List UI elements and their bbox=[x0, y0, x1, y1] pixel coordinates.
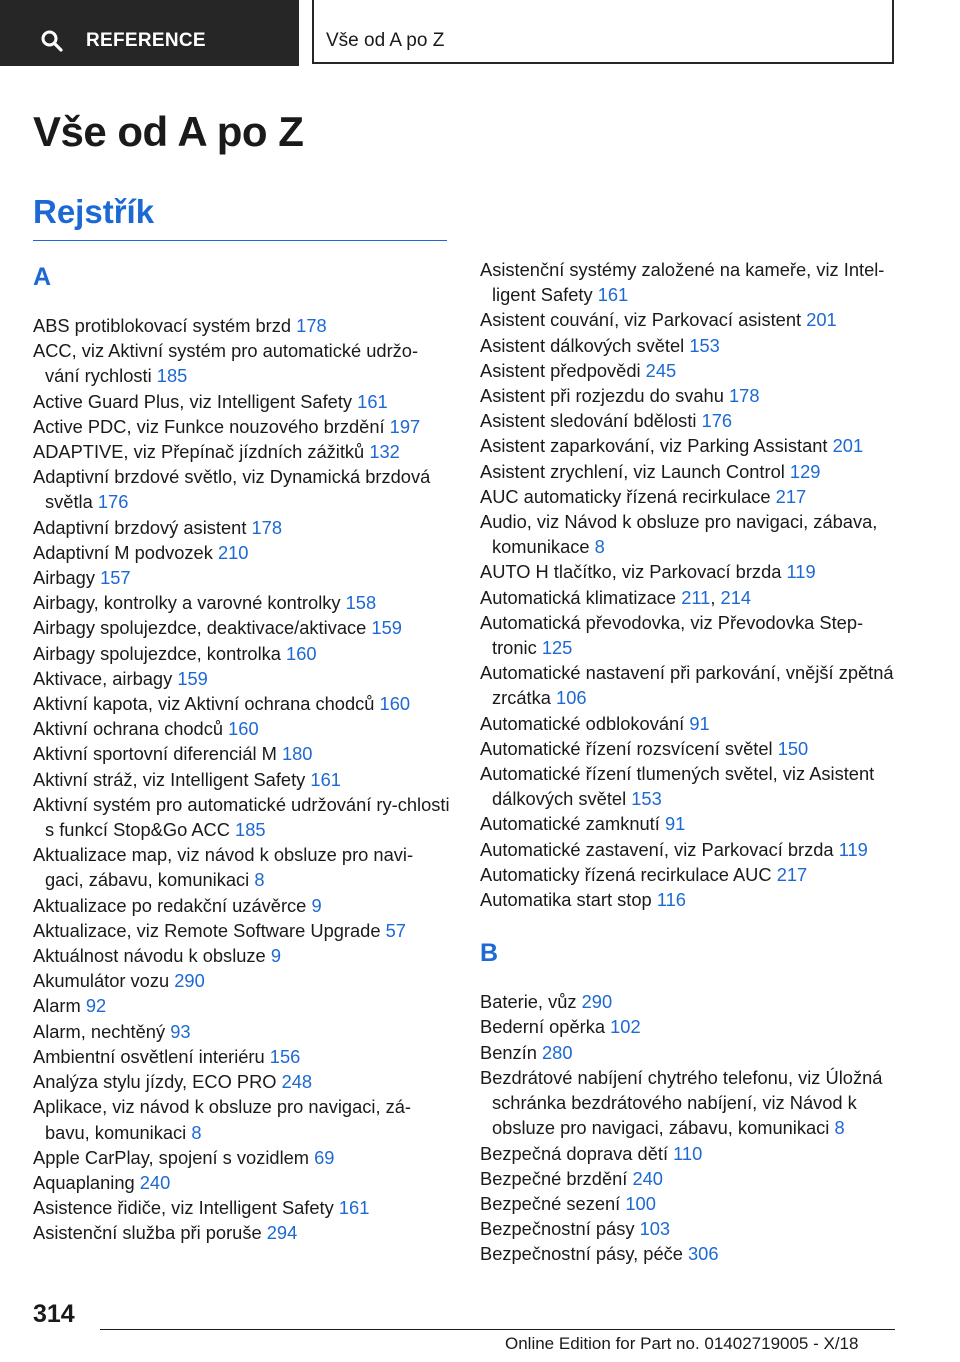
footer-edition: Online Edition for Part no. 01402719005 - X/18 bbox=[505, 1334, 859, 1353]
index-entry-text: Airbagy, kontrolky a varovné kontrolky bbox=[33, 592, 341, 614]
index-entry bbox=[480, 736, 898, 761]
index-entry-text: Bezpečnostní pásy, péče bbox=[480, 1243, 683, 1265]
index-entry-text: Automatické zamknutí bbox=[480, 813, 660, 835]
index-entry bbox=[480, 509, 898, 559]
index-entry bbox=[33, 741, 451, 766]
index-letter-heading: B bbox=[480, 939, 499, 968]
index-entry-text: AUTO H tlačítko, viz Parkovací brzda bbox=[480, 561, 782, 583]
page-title: Vše od A po Z bbox=[33, 108, 304, 155]
index-entry bbox=[480, 484, 898, 509]
index-entry bbox=[480, 761, 898, 811]
page-link[interactable]: 306 bbox=[688, 1243, 719, 1265]
index-entry bbox=[480, 1241, 898, 1266]
page-link[interactable]: 217 bbox=[775, 485, 807, 507]
index-entry bbox=[480, 257, 898, 307]
index-entry bbox=[33, 389, 451, 414]
index-entry bbox=[480, 585, 898, 610]
reference-tab-label: REFERENCE bbox=[86, 30, 206, 51]
index-entry-text: Aquaplaning bbox=[33, 1171, 135, 1193]
index-entry bbox=[480, 333, 898, 358]
page-link[interactable]: 178 bbox=[728, 385, 760, 407]
index-entry-text: Aktuálnost návodu k obsluze bbox=[33, 945, 266, 967]
page-link[interactable]: 150 bbox=[777, 737, 809, 759]
page-link[interactable]: 290 bbox=[581, 991, 613, 1013]
page-link[interactable]: 153 bbox=[689, 334, 720, 356]
index-entry-text: Aktualizace po redakční uzávěrce bbox=[33, 894, 307, 916]
search-icon bbox=[40, 29, 64, 53]
index-entry bbox=[33, 1170, 451, 1195]
index-entry bbox=[33, 918, 451, 943]
index-entry bbox=[33, 1145, 451, 1170]
index-entry-text: Aplikace, viz návod k obsluze pro navigaci, zá‐bavu, komunikaci bbox=[33, 1096, 412, 1143]
index-entry bbox=[33, 792, 451, 842]
page-link[interactable]: 8 bbox=[834, 1117, 845, 1139]
index-entry bbox=[480, 811, 898, 836]
index-entry-text: Asistent zaparkování, viz Parking Assistant bbox=[480, 435, 828, 457]
top-navigation bbox=[0, 0, 960, 66]
page-link[interactable]: 178 bbox=[251, 516, 283, 538]
page-link[interactable]: 106 bbox=[556, 687, 587, 709]
index-entry-text: Active Guard Plus, viz Intelligent Safety bbox=[33, 390, 353, 412]
page-link[interactable]: 119 bbox=[838, 838, 868, 860]
page-link[interactable]: 153 bbox=[631, 788, 662, 810]
section-gap bbox=[480, 912, 898, 933]
index-entry-text: Automatické odblokování bbox=[480, 712, 685, 734]
index-entry bbox=[480, 1014, 898, 1039]
page-link[interactable]: 119 bbox=[786, 561, 816, 583]
index-entry bbox=[33, 464, 451, 514]
page-number: 314 bbox=[33, 1300, 75, 1328]
page-link[interactable]: 240 bbox=[632, 1167, 663, 1189]
index-entry bbox=[480, 307, 898, 332]
index-entry-text: Aktualizace map, viz návod k obsluze pro navi‐gaci, zábavu, komunikaci bbox=[33, 844, 414, 891]
page-separator: , bbox=[710, 586, 716, 608]
index-entry-text: Benzín bbox=[480, 1041, 537, 1063]
index-entry-text: Bezpečnostní pásy bbox=[480, 1218, 635, 1240]
page-link[interactable]: 125 bbox=[541, 637, 573, 659]
index-entry-text: Asistent při rozjezdu do svahu bbox=[480, 385, 724, 407]
index-entry-text: Bezdrátové nabíjení chytrého telefonu, viz Úložná schránka bezdrátového nabíjení, viz Návod k obsluze pro navigaci, zábavu, komunikaci bbox=[480, 1066, 883, 1139]
page-link[interactable]: 201 bbox=[832, 435, 864, 457]
index-entry-text: Automatika start stop bbox=[480, 889, 652, 911]
page-link[interactable]: 185 bbox=[235, 819, 266, 841]
index-entry-text: Asistent zrychlení, viz Launch Control bbox=[480, 460, 785, 482]
page-link[interactable]: 160 bbox=[228, 718, 259, 740]
index-entry-text: Automatické zastavení, viz Parkovací brzda bbox=[480, 838, 834, 860]
index-entry-text: Asistent couvání, viz Parkovací asistent bbox=[480, 309, 802, 331]
index-entry bbox=[480, 358, 898, 383]
page-link[interactable]: 201 bbox=[806, 309, 837, 331]
page-link[interactable]: 158 bbox=[345, 592, 377, 614]
index-entry bbox=[480, 711, 898, 736]
index-entry-text: Aktivní stráž, viz Intelligent Safety bbox=[33, 768, 306, 790]
index-entry-text: Audio, viz Návod k obsluze pro navigaci, zábava, komunikace bbox=[480, 511, 878, 558]
index-entry-text: Adaptivní M podvozek bbox=[33, 541, 213, 563]
index-entry-text: Baterie, vůz bbox=[480, 991, 577, 1013]
reference-tab[interactable] bbox=[0, 0, 299, 66]
page-link[interactable]: 197 bbox=[389, 415, 421, 437]
page-link[interactable]: 185 bbox=[156, 365, 188, 387]
index-entry-text: Apple CarPlay, spojení s vozidlem bbox=[33, 1146, 310, 1168]
index-entry bbox=[33, 414, 451, 439]
page-link[interactable]: 248 bbox=[281, 1071, 313, 1093]
index-entry-text: Akumulátor vozu bbox=[33, 970, 170, 992]
page-link[interactable]: 245 bbox=[645, 359, 677, 381]
index-entry-text: ABS protiblokovací systém brzd bbox=[33, 315, 292, 336]
index-entry-text: Alarm bbox=[33, 995, 81, 1017]
index-entry-text: ADAPTIVE, viz Přepínač jízdních zážitků bbox=[33, 441, 365, 463]
page-link[interactable]: 211 bbox=[681, 586, 711, 608]
index-entry bbox=[33, 666, 451, 691]
index-entry-text: AUC automaticky řízená recirkulace bbox=[480, 485, 771, 507]
index-entry bbox=[33, 565, 451, 590]
index-entry-text: Aktivní kapota, viz Aktivní ochrana chodců bbox=[33, 693, 375, 715]
page-link[interactable]: 132 bbox=[369, 441, 400, 463]
page-link[interactable]: 290 bbox=[174, 970, 205, 992]
index-entry-text: Airbagy bbox=[33, 567, 95, 589]
index-entry bbox=[33, 767, 451, 792]
index-entry-text: Asistenční služba při poruše bbox=[33, 1222, 262, 1244]
index-entry bbox=[480, 433, 898, 458]
index-entry bbox=[33, 313, 451, 338]
page-link[interactable]: 159 bbox=[177, 667, 208, 689]
index-entry bbox=[480, 559, 898, 584]
index-entry-text: Airbagy spolujezdce, deaktivace/aktivace bbox=[33, 617, 367, 639]
index-entry bbox=[33, 1094, 451, 1144]
page-link[interactable]: 210 bbox=[217, 541, 249, 563]
index-entry bbox=[33, 590, 451, 615]
page-link[interactable]: 129 bbox=[789, 460, 821, 482]
index-entry bbox=[33, 716, 451, 741]
index-entry-text: Bederní opěrka bbox=[480, 1016, 606, 1038]
page-link[interactable]: 161 bbox=[338, 1197, 370, 1219]
index-entry bbox=[33, 968, 451, 993]
index-entry-text: Alarm, nechtěný bbox=[33, 1020, 166, 1042]
page-link[interactable]: 294 bbox=[266, 1222, 298, 1244]
index-entry-text: Aktivace, airbagy bbox=[33, 667, 173, 689]
index-entry bbox=[480, 837, 898, 862]
page-link[interactable]: 92 bbox=[85, 995, 107, 1017]
page-link[interactable]: 57 bbox=[385, 919, 406, 941]
index-entry-text: Aktivní sportovní diferenciál M bbox=[33, 743, 277, 765]
index-entry bbox=[33, 515, 451, 540]
index-entry bbox=[480, 1141, 898, 1166]
index-entry-text: Asistence řidiče, viz Intelligent Safety bbox=[33, 1197, 334, 1219]
page-link[interactable]: 103 bbox=[639, 1218, 671, 1240]
page-link[interactable]: 93 bbox=[170, 1020, 191, 1042]
page-link[interactable]: 91 bbox=[664, 813, 686, 835]
page-link[interactable]: 180 bbox=[281, 743, 313, 765]
page-link[interactable]: 176 bbox=[701, 410, 733, 432]
index-entry bbox=[33, 338, 451, 388]
page-link[interactable]: 91 bbox=[689, 712, 710, 734]
index-entry bbox=[33, 691, 451, 716]
index-entry bbox=[33, 993, 451, 1018]
index-entry bbox=[480, 408, 898, 433]
page-link[interactable]: 217 bbox=[776, 863, 808, 885]
index-entry-text: Automatická klimatizace bbox=[480, 586, 677, 608]
page-link[interactable]: 214 bbox=[720, 586, 752, 608]
index-entry bbox=[480, 459, 898, 484]
index-entry-text: Automatická převodovka, viz Převodovka Step‐tronic bbox=[480, 611, 864, 659]
index-entry bbox=[480, 1166, 898, 1191]
index-entry bbox=[33, 1220, 451, 1245]
index-entry bbox=[480, 862, 898, 887]
page-link[interactable]: 9 bbox=[270, 945, 281, 967]
index-entry-text: Bezpečná doprava dětí bbox=[480, 1142, 669, 1164]
page-link[interactable]: 8 bbox=[191, 1121, 202, 1143]
index-entry-text: Automatické nastavení při parkování, vnější zpětná zrcátka bbox=[480, 662, 894, 709]
footer-rule bbox=[100, 1329, 895, 1330]
index-entry-text: Bezpečné sezení bbox=[480, 1192, 621, 1214]
index-entry bbox=[33, 1069, 451, 1094]
page-link[interactable]: 110 bbox=[673, 1142, 703, 1164]
index-entry-text: Adaptivní brzdový asistent bbox=[33, 516, 247, 538]
index-entry-text: Automaticky řízená recirkulace AUC bbox=[480, 863, 772, 885]
index-entry bbox=[33, 1195, 451, 1220]
index-entry-text: ACC, viz Aktivní systém pro automatické udržo‐vání rychlosti bbox=[33, 340, 419, 387]
page-link[interactable]: 8 bbox=[254, 869, 265, 891]
index-entry-text: Ambientní osvětlení interiéru bbox=[33, 1045, 265, 1067]
page-link[interactable]: 178 bbox=[296, 315, 327, 336]
index-entry bbox=[480, 1191, 898, 1216]
index-entry-text: Asistent předpovědi bbox=[480, 359, 641, 381]
index-column-left bbox=[33, 257, 451, 1246]
section-tab-label: Vše od A po Z bbox=[326, 30, 445, 51]
index-entry-text: Asistent sledování bdělosti bbox=[480, 410, 697, 432]
page-link[interactable]: 9 bbox=[311, 894, 322, 916]
index-entry bbox=[33, 641, 451, 666]
index-subtitle: Rejstřík bbox=[33, 193, 155, 230]
index-entry bbox=[33, 1019, 451, 1044]
page-link[interactable]: 160 bbox=[379, 693, 411, 715]
index-entry bbox=[480, 610, 898, 660]
index-entry-text: Aktivní ochrana chodců bbox=[33, 718, 224, 740]
page-link[interactable]: 161 bbox=[310, 768, 341, 790]
index-letter-heading: A bbox=[33, 263, 52, 291]
index-entry-text: Adaptivní brzdové světlo, viz Dynamická brzdová světla bbox=[33, 466, 431, 513]
index-entry bbox=[480, 887, 898, 912]
index-entry bbox=[33, 943, 451, 968]
index-entry bbox=[33, 439, 451, 464]
index-entry-text: Automatické řízení rozsvícení světel bbox=[480, 737, 773, 759]
section-tab[interactable] bbox=[312, 0, 894, 64]
page-link[interactable]: 100 bbox=[625, 1192, 656, 1214]
index-entry-text: Asistent dálkových světel bbox=[480, 334, 685, 356]
index-entry-text: Asistenční systémy založené na kameře, viz Intel‐ligent Safety bbox=[480, 259, 885, 306]
page-link[interactable]: 161 bbox=[357, 390, 388, 412]
subtitle-rule bbox=[33, 240, 447, 241]
page-link[interactable]: 240 bbox=[139, 1171, 171, 1193]
page-link[interactable]: 116 bbox=[656, 889, 686, 911]
index-entry-text: Aktualizace, viz Remote Software Upgrade bbox=[33, 919, 381, 941]
page-link[interactable]: 157 bbox=[100, 567, 131, 589]
page-link[interactable]: 102 bbox=[610, 1016, 641, 1038]
index-entry bbox=[480, 660, 898, 710]
index-entry-text: Bezpečné brzdění bbox=[480, 1167, 628, 1189]
index-entry bbox=[33, 615, 451, 640]
page-link[interactable]: 159 bbox=[371, 617, 402, 639]
index-entry-text: Automatické řízení tlumených světel, viz Asistent dálkových světel bbox=[480, 763, 875, 810]
page-link[interactable]: 156 bbox=[269, 1045, 301, 1067]
page-link[interactable]: 69 bbox=[314, 1146, 335, 1168]
index-entry bbox=[33, 842, 451, 892]
index-entry-text: Analýza stylu jízdy, ECO PRO bbox=[33, 1071, 277, 1093]
index-entry bbox=[480, 1216, 898, 1241]
page-link[interactable]: 280 bbox=[542, 1041, 573, 1063]
index-entry bbox=[480, 989, 898, 1014]
index-entry bbox=[480, 1040, 898, 1065]
page-link[interactable]: 160 bbox=[286, 642, 317, 664]
index-entry-text: Airbagy spolujezdce, kontrolka bbox=[33, 642, 281, 664]
index-entry bbox=[33, 893, 451, 918]
index-entry-text: Aktivní systém pro automatické udržování ry‐chlosti s funkcí Stop&Go ACC bbox=[33, 793, 450, 841]
index-entry bbox=[33, 540, 451, 565]
index-entry-text: Active PDC, viz Funkce nouzového brzdění bbox=[33, 415, 385, 437]
page-link[interactable]: 161 bbox=[597, 284, 629, 306]
index-entry bbox=[480, 1065, 898, 1141]
page-link[interactable]: 176 bbox=[97, 491, 129, 513]
index-entry bbox=[33, 1044, 451, 1069]
index-entry bbox=[480, 383, 898, 408]
page-link[interactable]: 8 bbox=[594, 536, 605, 558]
index-column-right bbox=[480, 257, 898, 1267]
